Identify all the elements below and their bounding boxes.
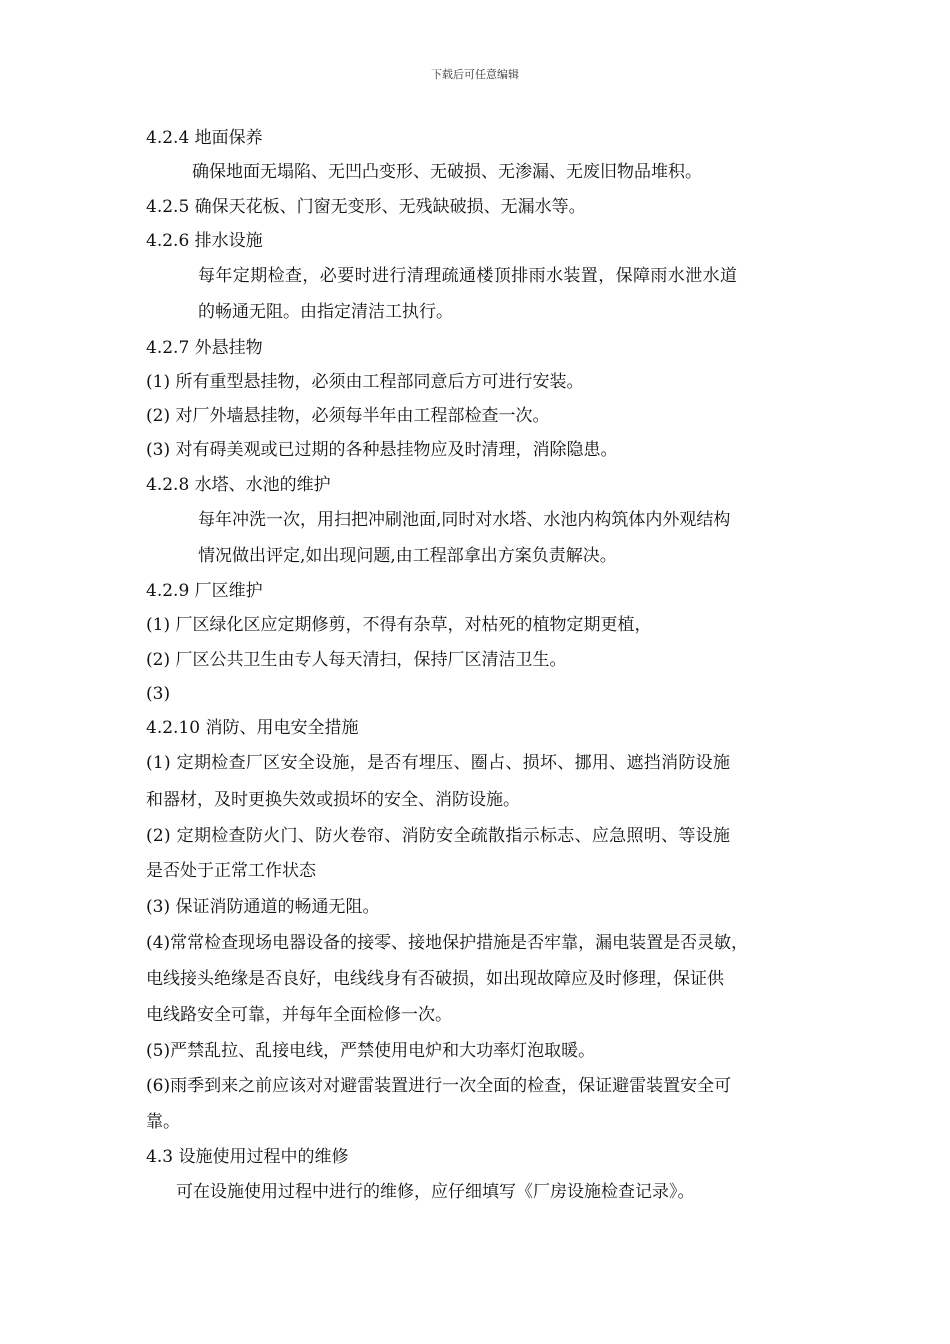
paragraph-line: 确保地面无塌陷、无凹凸变形、无破损、无渗漏、无废旧物品堆积。 <box>192 162 702 182</box>
paragraph-line: 每年定期检查，必要时进行清理疏通楼顶排雨水装置，保障雨水泄水道 <box>198 266 738 286</box>
list-item-continued: 电线路安全可靠，并每年全面检修一次。 <box>146 1005 452 1025</box>
page-header: 下载后可任意编辑 <box>431 68 519 81</box>
list-item: (3) 对有碍美观或已过期的各种悬挂物应及时清理，消除隐患。 <box>146 440 618 460</box>
list-item: (2) 对厂外墙悬挂物，必须每半年由工程部检查一次。 <box>146 406 550 426</box>
paragraph-line: 情况做出评定,如出现问题,由工程部拿出方案负责解决。 <box>198 546 617 566</box>
heading-4-2-6: 4.2.6 排水设施 <box>146 231 263 251</box>
heading-4-2-9: 4.2.9 厂区维护 <box>146 581 263 601</box>
heading-4-2-5: 4.2.5 确保天花板、门窗无变形、无残缺破损、无漏水等。 <box>146 197 586 217</box>
list-item-continued: 和器材，及时更换失效或损坏的安全、消防设施。 <box>146 790 520 810</box>
list-item: (6)雨季到来之前应该对对避雷装置进行一次全面的检查，保证避雷装置安全可 <box>146 1076 732 1096</box>
paragraph-line: 每年冲洗一次，用扫把冲刷池面,同时对水塔、水池内构筑体内外观结构 <box>198 510 731 530</box>
paragraph-line: 的畅通无阻。由指定清洁工执行。 <box>198 302 453 322</box>
list-item-continued: 是否处于正常工作状态 <box>146 861 316 881</box>
list-item-continued: 电线接头绝缘是否良好，电线线身有否破损，如出现故障应及时修理，保证供 <box>146 969 724 989</box>
heading-4-2-7: 4.2.7 外悬挂物 <box>146 338 263 358</box>
heading-4-2-4: 4.2.4 地面保养 <box>146 128 263 148</box>
list-item: (3) <box>146 684 171 704</box>
heading-4-2-10: 4.2.10 消防、用电安全措施 <box>146 718 359 738</box>
list-item: (4)常常检查现场电器设备的接零、接地保护措施是否牢靠，漏电装置是否灵敏， <box>146 933 749 953</box>
list-item: (5)严禁乱拉、乱接电线，严禁使用电炉和大功率灯泡取暖。 <box>146 1041 596 1061</box>
list-item: (2) 定期检查防火门、防火卷帘、消防安全疏散指示标志、应急照明、等设施 <box>146 826 731 846</box>
heading-4-3: 4.3 设施使用过程中的维修 <box>146 1147 349 1167</box>
list-item: (2) 厂区公共卫生由专人每天清扫，保持厂区清洁卫生。 <box>146 650 567 670</box>
list-item-continued: 靠。 <box>146 1112 180 1132</box>
heading-4-2-8: 4.2.8 水塔、水池的维护 <box>146 475 331 495</box>
list-item: (1) 定期检查厂区安全设施，是否有埋压、圈占、损坏、挪用、遮挡消防设施 <box>146 753 731 773</box>
paragraph-line: 可在设施使用过程中进行的维修，应仔细填写《厂房设施检查记录》。 <box>176 1182 695 1202</box>
list-item: (1) 所有重型悬挂物，必须由工程部同意后方可进行安装。 <box>146 372 584 392</box>
list-item: (3) 保证消防通道的畅通无阻。 <box>146 897 380 917</box>
list-item: (1) 厂区绿化区应定期修剪，不得有杂草，对枯死的植物定期更植， <box>146 615 652 635</box>
